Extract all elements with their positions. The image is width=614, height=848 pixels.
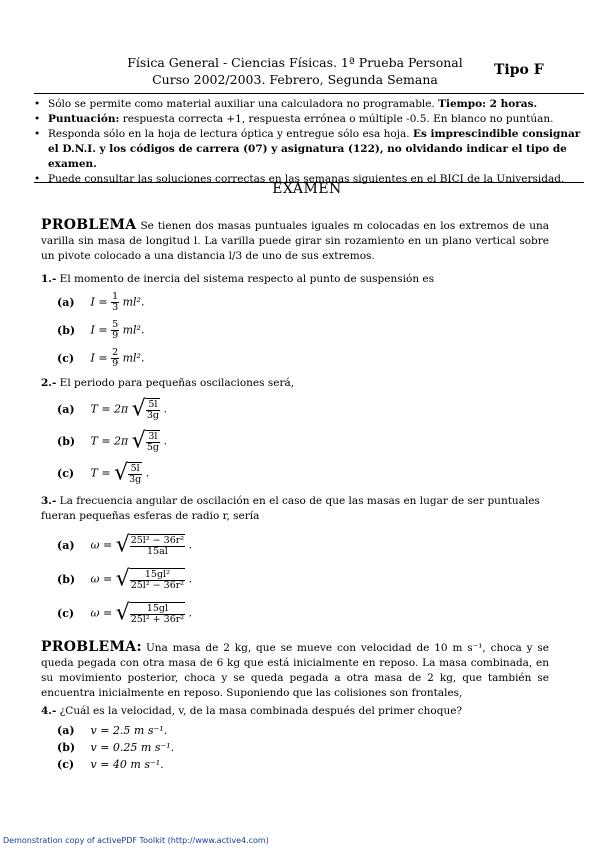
question-1-option-a: (a) I = $\frac{1}{3}$ ml². xyxy=(57,291,145,313)
question-4: 4.- ¿Cuál es la velocidad, v, de la masa combinada después del primer choque? xyxy=(41,705,463,717)
question-3-option-b: (b) ω = √ $\frac{\text{15gl²}}{\text{25l² − 36r²}}$ . xyxy=(57,566,193,592)
question-1-option-c: (c) I = $\frac{2}{9}$ ml². xyxy=(57,347,145,369)
square-root: √ $\frac{\text{25l² − 36r²}}{15al}$ xyxy=(115,532,185,558)
question-2-option-b: (b) T = 2π √ $\frac{3l}{5g}$ . xyxy=(57,428,167,454)
question-4-option-b: (b) v = 0.25 m s⁻¹. xyxy=(57,741,175,754)
problem-2 xyxy=(41,640,549,701)
square-root: √ $\frac{3l}{5g}$ xyxy=(131,428,159,454)
demo-watermark: Demonstration copy of activePDF Toolkit (http://www.active4.com) xyxy=(3,836,269,845)
problem-2-text: Una masa de 2 kg, que se mueve con velocidad de 10 m s⁻¹, choca y se queda pegada con otra masa de 6 kg que está inicialmente en reposo. La masa combinada, en su movimiento posterior, choca y se queda pegada a otra masa de 2 kg, que también se encuentra inicialmente en reposo. Suponiendo que las colisiones son frontales, xyxy=(41,642,549,699)
question-2-option-c: (c) T = √ $\frac{5l}{3g}$ . xyxy=(57,460,150,486)
question-3-option-a: (a) ω = √ $\frac{\text{25l² − 36r²}}{15al}$ . xyxy=(57,532,193,558)
problem-1-text: Se tienen dos masas puntuales iguales m colocadas en los extremos de una varilla sin masa de longitud l. La varilla puede girar sin rozamiento en un plano vertical sobre un pivote colocado a una distancia l/3 de uno de sus extremos. xyxy=(41,220,549,262)
question-4-option-a: (a) v = 2.5 m s⁻¹. xyxy=(57,724,168,737)
question-1: 1.- El momento de inercia del sistema respecto al punto de suspensión es xyxy=(41,273,435,285)
square-root: √ $\frac{5l}{3g}$ xyxy=(131,396,159,422)
problem-1-title: PROBLEMA xyxy=(41,217,137,233)
square-root: √ $\frac{5l}{3g}$ xyxy=(114,460,142,486)
fraction: $\frac{1}{3}$ xyxy=(112,291,119,313)
question-2: 2.- El periodo para pequeñas oscilaciones será, xyxy=(41,377,295,389)
instruction-item: • Responda sólo en la hoja de lectura óptica y entregue sólo esa hoja. Es imprescindible consignar el D.N.I. y los códigos de carrera (07) y asignatura (122), no olvidando indicar el tipo de examen. xyxy=(34,127,584,172)
examen-title: EXAMEN xyxy=(272,181,342,197)
fraction: $\frac{5}{9}$ xyxy=(112,319,119,341)
question-1-option-b: (b) I = $\frac{5}{9}$ ml². xyxy=(57,319,145,341)
instruction-item: • Sólo se permite como material auxiliar una calculadora no programable. Tiempo: 2 horas. xyxy=(34,97,584,112)
fraction: $\frac{2}{9}$ xyxy=(112,347,119,369)
problem-2-title: PROBLEMA: xyxy=(41,639,142,655)
question-2-option-a: (a) T = 2π √ $\frac{5l}{3g}$ . xyxy=(57,396,167,422)
problem-1 xyxy=(41,218,549,264)
instructions-list xyxy=(34,97,584,187)
header-line-2: Curso 2002/2003. Febrero, Segunda Semana xyxy=(152,72,438,87)
question-3: 3.- La frecuencia angular de oscilación en el caso de que las masas en lugar de ser puntuales fueran pequeñas esferas de radio r, sería xyxy=(41,495,540,522)
square-root: √ $\frac{\text{15gl²}}{\text{25l² − 36r²}}$ xyxy=(115,566,185,592)
instruction-item: • Puntuación: respuesta correcta +1, respuesta errónea o múltiple -0.5. En blanco no puntúan. xyxy=(34,112,584,127)
header-line-1: Física General - Ciencias Físicas. 1ª Prueba Personal xyxy=(127,55,463,70)
square-root: √ $\frac{15gl}{\text{25l² + 36r²}}$ xyxy=(115,600,185,626)
question-4-option-c: (c) v = 40 m s⁻¹. xyxy=(57,758,164,771)
header-divider xyxy=(34,93,584,94)
question-3-option-c: (c) ω = √ $\frac{15gl}{\text{25l² + 36r²}}$ . xyxy=(57,600,193,626)
exam-type: Tipo F xyxy=(494,62,544,78)
instruction-item: • Puede consultar las soluciones correctas en las semanas siguientes en el BICI de la Universidad. xyxy=(34,172,584,187)
